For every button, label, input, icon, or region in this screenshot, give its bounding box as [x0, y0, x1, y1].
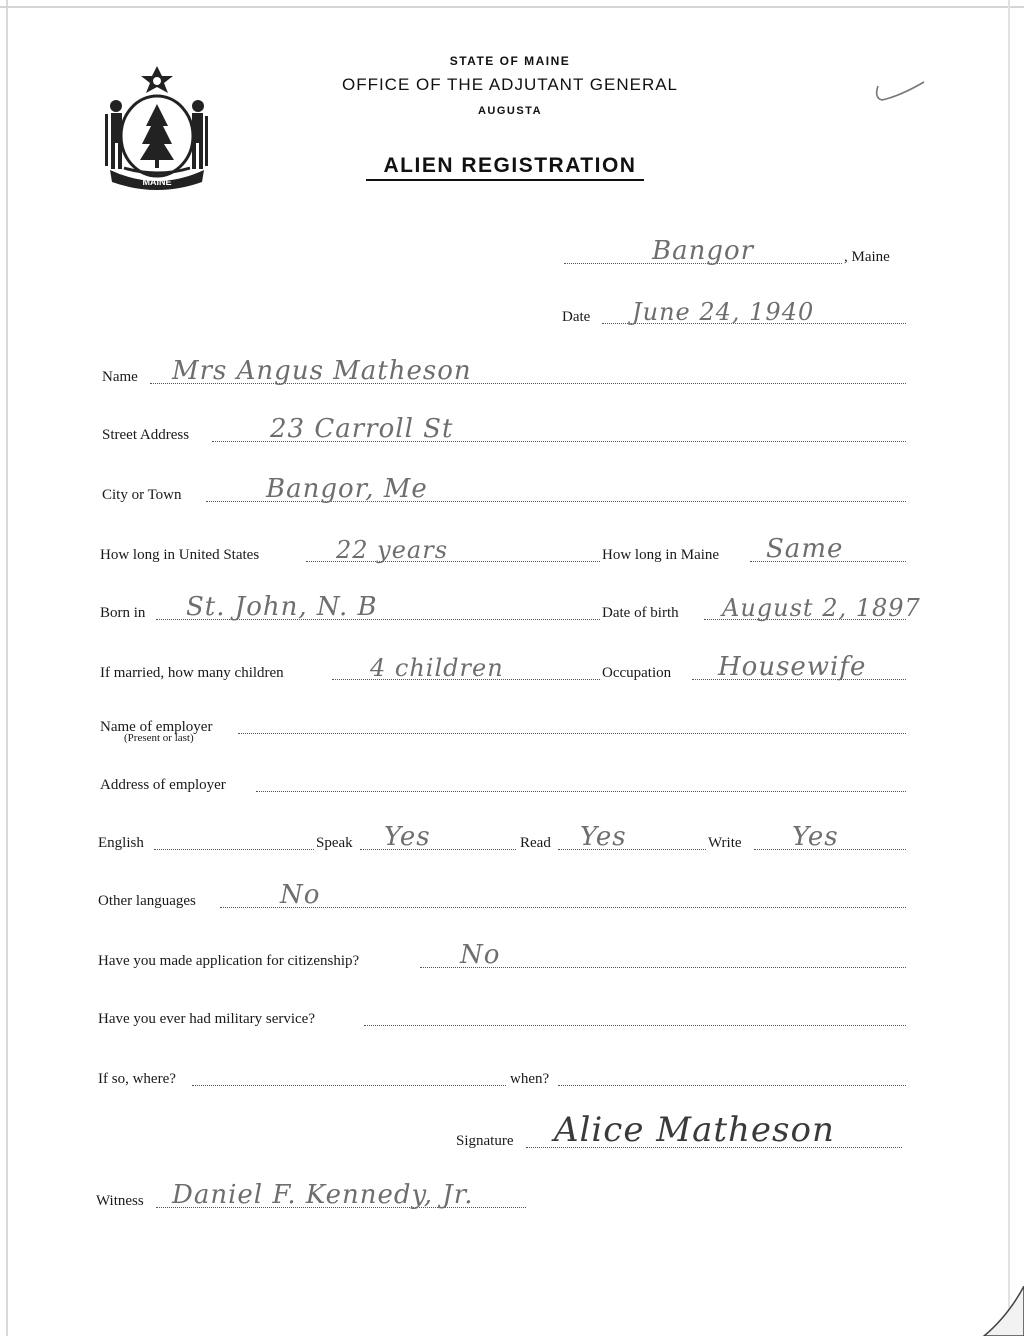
- read-value[interactable]: Yes: [580, 822, 627, 852]
- employer-address-row: [100, 770, 906, 796]
- employer-address-label: Address of employer: [100, 777, 226, 793]
- children-value[interactable]: 4 children: [370, 654, 504, 682]
- name-label: Name: [102, 369, 138, 385]
- children-label: If married, how many children: [100, 665, 284, 681]
- city-label: City or Town: [102, 487, 182, 503]
- place-suffix-label: , Maine: [844, 249, 890, 265]
- speak-value[interactable]: Yes: [384, 822, 431, 852]
- birth-row: [100, 592, 921, 624]
- name-row: [102, 356, 906, 388]
- occupation-value[interactable]: Housewife: [718, 652, 867, 682]
- english-row: [98, 822, 906, 854]
- born-in-label: Born in: [100, 605, 146, 621]
- children-row: [100, 652, 906, 684]
- duration-row: [100, 534, 906, 566]
- when-label: when?: [510, 1071, 550, 1087]
- seal-banner-text: MAINE: [142, 177, 172, 187]
- header-state: STATE OF MAINE: [449, 54, 571, 68]
- employer-label: Name of employer: [100, 719, 213, 735]
- dob-value[interactable]: August 2, 1897: [722, 594, 921, 622]
- us-duration-value[interactable]: 22 years: [336, 536, 449, 564]
- city-value[interactable]: Bangor, Me: [266, 474, 428, 504]
- signature-row: [456, 1110, 906, 1152]
- date-value[interactable]: June 24, 1940: [632, 298, 815, 326]
- witness-value[interactable]: Daniel F. Kennedy, Jr.: [172, 1180, 474, 1210]
- header-office: OFFICE OF THE ADJUTANT GENERAL: [341, 75, 679, 94]
- citizenship-label: Have you made application for citizenship?: [98, 953, 360, 969]
- scan-edge-right: [1008, 0, 1010, 1336]
- maine-duration-value[interactable]: Same: [766, 534, 844, 564]
- maine-state-seal-icon: [102, 64, 212, 194]
- page-curl-corner: [978, 1286, 1024, 1336]
- english-label: English: [98, 835, 144, 851]
- military-label: Have you ever had military service?: [98, 1011, 315, 1027]
- other-languages-label: Other languages: [98, 893, 196, 909]
- form-title: ALIEN REGISTRATION: [383, 154, 637, 177]
- street-row: [102, 414, 906, 446]
- read-label: Read: [520, 835, 551, 851]
- maine-duration-label: How long in Maine: [602, 547, 720, 563]
- signature-label: Signature: [456, 1133, 514, 1149]
- other-languages-row: [98, 880, 906, 912]
- speak-label: Speak: [316, 835, 353, 851]
- employer-note: (Present or last): [124, 732, 194, 744]
- witness-row: [96, 1180, 528, 1212]
- title-underline: [366, 179, 644, 181]
- where-label: If so, where?: [98, 1071, 176, 1087]
- born-in-value[interactable]: St. John, N. B: [186, 592, 378, 622]
- scan-edge-left: [6, 0, 8, 1336]
- dob-label: Date of birth: [602, 605, 679, 621]
- date-label: Date: [562, 309, 591, 325]
- street-value[interactable]: 23 Carroll St: [270, 414, 454, 444]
- signature-value[interactable]: Alice Matheson: [554, 1110, 835, 1150]
- military-row: [98, 1004, 906, 1030]
- place-row: [560, 236, 910, 268]
- citizenship-value[interactable]: No: [460, 940, 501, 970]
- scan-edge-top: [0, 6, 1024, 8]
- header-city: AUGUSTA: [477, 105, 543, 117]
- write-label: Write: [708, 835, 742, 851]
- employer-row: [100, 712, 906, 738]
- write-value[interactable]: Yes: [792, 822, 839, 852]
- date-row: [562, 298, 906, 328]
- witness-label: Witness: [96, 1193, 144, 1209]
- us-duration-label: How long in United States: [100, 547, 260, 563]
- other-languages-value[interactable]: No: [280, 880, 321, 910]
- where-when-row: [98, 1064, 906, 1090]
- street-label: Street Address: [102, 427, 190, 443]
- place-value[interactable]: Bangor: [652, 236, 755, 266]
- citizenship-row: [98, 940, 906, 972]
- city-row: [102, 474, 906, 506]
- occupation-label: Occupation: [602, 665, 672, 681]
- checkmark-icon: [870, 76, 930, 112]
- name-value[interactable]: Mrs Angus Matheson: [172, 356, 472, 386]
